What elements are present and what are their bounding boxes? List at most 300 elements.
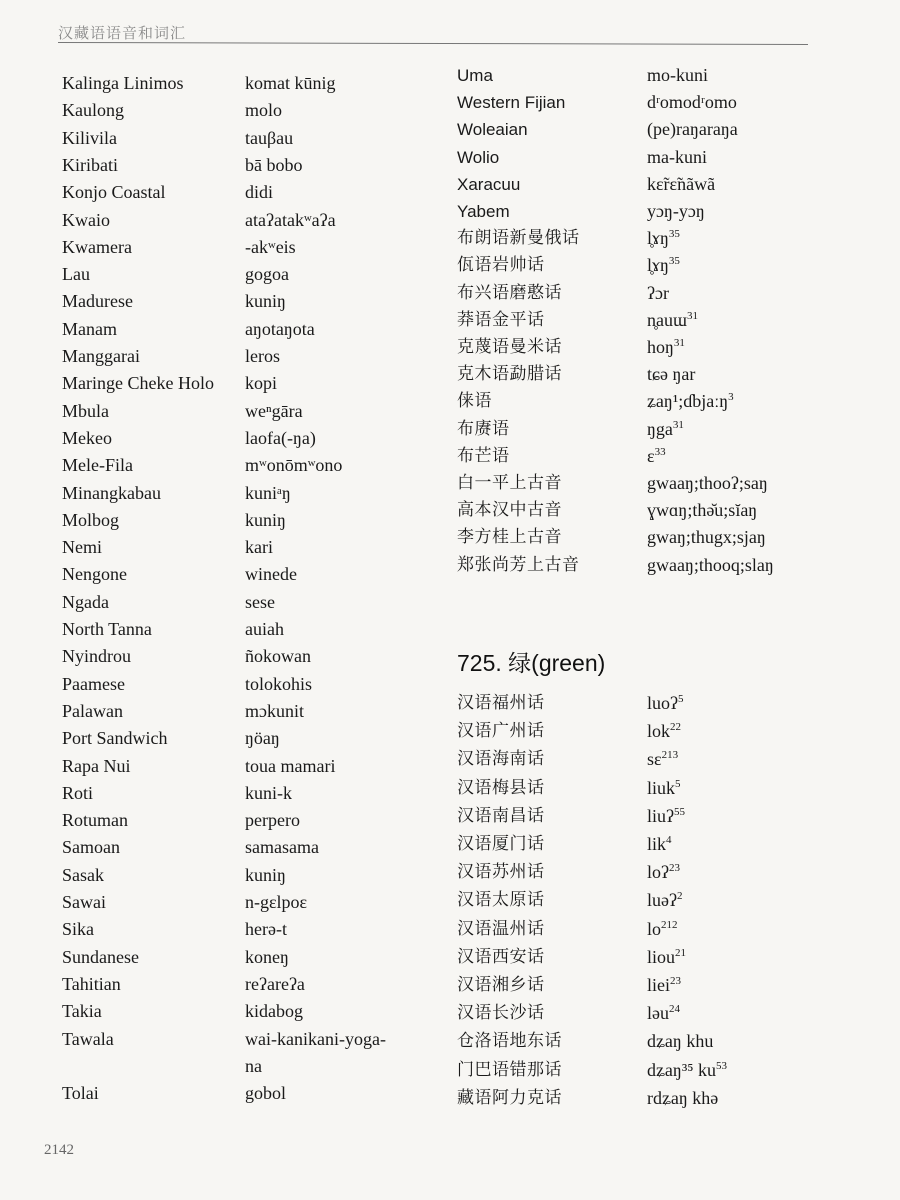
form-text: tolokohis bbox=[245, 673, 313, 694]
word-form bbox=[245, 561, 297, 588]
entry-row bbox=[62, 316, 442, 343]
form-text: gwaŋ;thugx;sjaŋ bbox=[647, 527, 766, 548]
form-text: wai-kanikani-yoga- bbox=[245, 1028, 386, 1049]
language-name: 汉语厦门话 bbox=[457, 834, 545, 854]
language-name: Port Sandwich bbox=[62, 728, 168, 749]
language-name: 布朗语新曼俄话 bbox=[457, 228, 580, 249]
language-name: Yabem bbox=[457, 202, 510, 221]
word-form bbox=[245, 889, 307, 916]
word-form bbox=[245, 534, 273, 561]
form-text: ñokowan bbox=[245, 646, 311, 667]
word-form bbox=[647, 775, 681, 802]
language-name: Takia bbox=[62, 1001, 102, 1022]
form-text: tauβau bbox=[245, 127, 294, 148]
language-name: Molbog bbox=[62, 509, 120, 530]
form-text: ma-kuni bbox=[647, 146, 707, 167]
tone-mark: 22 bbox=[670, 721, 682, 734]
form-text: didi bbox=[245, 182, 274, 203]
form-text: liuʔ bbox=[647, 805, 674, 826]
entry-row bbox=[457, 859, 857, 886]
entry-row bbox=[457, 1028, 857, 1055]
word-form bbox=[647, 388, 734, 415]
word-form bbox=[647, 552, 774, 579]
entry-row bbox=[457, 718, 857, 745]
language-name: 布赓语 bbox=[457, 418, 510, 439]
form-text: dʑaŋ³⁵ ku bbox=[647, 1059, 716, 1080]
entry-row bbox=[457, 775, 857, 802]
entry-row bbox=[62, 944, 442, 971]
entry-row bbox=[62, 234, 442, 261]
word-form bbox=[647, 916, 678, 943]
form-text: -akʷeis bbox=[245, 236, 296, 257]
form-text: kuniŋ bbox=[245, 864, 286, 885]
form-text: weⁿgāra bbox=[245, 400, 303, 421]
word-form bbox=[245, 780, 292, 807]
entry-row bbox=[62, 261, 442, 288]
form-text: kuni-k bbox=[245, 782, 292, 803]
word-form bbox=[245, 1053, 262, 1080]
word-form bbox=[647, 887, 682, 914]
entry-row bbox=[62, 834, 442, 861]
form-text: leros bbox=[245, 346, 280, 366]
form-text: mo-kuni bbox=[647, 65, 708, 85]
language-name: 汉语湘乡话 bbox=[457, 975, 545, 995]
word-form bbox=[647, 307, 698, 334]
entry-row bbox=[457, 803, 857, 830]
form-text: winede bbox=[245, 564, 297, 585]
word-form bbox=[245, 589, 275, 616]
language-name: 汉语梅县话 bbox=[457, 777, 545, 798]
entry-row bbox=[457, 280, 857, 307]
entry-row bbox=[457, 198, 857, 225]
entry-row bbox=[457, 388, 857, 415]
language-name: Maringe Cheke Holo bbox=[62, 373, 214, 394]
language-name: 白一平上古音 bbox=[457, 473, 562, 493]
form-text: kuniŋ bbox=[245, 509, 286, 530]
entry-row bbox=[62, 889, 442, 916]
entry-row bbox=[62, 862, 442, 889]
form-text: lok bbox=[647, 721, 671, 742]
word-form bbox=[245, 1080, 286, 1107]
language-name: 汉语长沙话 bbox=[457, 1003, 545, 1024]
word-form bbox=[647, 252, 680, 279]
entry-row bbox=[62, 288, 442, 315]
word-form bbox=[647, 524, 766, 551]
form-text: mʷonōmʷono bbox=[245, 455, 343, 476]
entry-row bbox=[457, 831, 857, 858]
word-form bbox=[647, 62, 708, 89]
entry-row bbox=[62, 507, 442, 534]
word-form bbox=[647, 746, 678, 773]
word-form bbox=[245, 97, 282, 124]
entry-row bbox=[62, 370, 442, 397]
form-text: molo bbox=[245, 100, 283, 121]
language-name: 俫语 bbox=[457, 391, 492, 412]
form-text: l̥ɤŋ bbox=[647, 228, 669, 249]
word-form bbox=[647, 198, 705, 225]
form-text: liou bbox=[647, 946, 676, 967]
form-text: n-gɛlpoɛ bbox=[245, 892, 308, 912]
entry-row bbox=[62, 1053, 442, 1080]
language-name: 藏语阿力克话 bbox=[457, 1087, 562, 1108]
entry-row bbox=[62, 561, 442, 588]
word-form bbox=[647, 497, 757, 524]
form-text: luəʔ bbox=[647, 890, 677, 911]
entry-row bbox=[62, 70, 442, 97]
word-form bbox=[245, 698, 304, 725]
word-form bbox=[245, 725, 280, 752]
entry-row bbox=[457, 746, 857, 773]
language-name: Sawai bbox=[62, 892, 106, 912]
form-text: bā bobo bbox=[245, 154, 303, 175]
word-form bbox=[245, 261, 289, 288]
form-text: rdʑaŋ khə bbox=[647, 1087, 719, 1108]
form-text: gwaaŋ;thooʔ;saŋ bbox=[647, 473, 768, 493]
language-name: Kilivila bbox=[62, 127, 117, 148]
language-name: Uma bbox=[457, 66, 493, 85]
word-form bbox=[245, 807, 300, 834]
form-text: sese bbox=[245, 591, 275, 612]
language-name: Wolio bbox=[457, 147, 500, 167]
language-name: 郑张尚芳上古音 bbox=[457, 554, 580, 575]
word-form bbox=[647, 116, 738, 143]
language-name: Mele-Fila bbox=[62, 455, 133, 476]
tone-mark: 35 bbox=[668, 255, 680, 268]
entry-row bbox=[457, 524, 857, 551]
entry-row bbox=[457, 252, 857, 279]
form-text: kuniᵃŋ bbox=[245, 482, 291, 503]
tone-mark: 2 bbox=[676, 890, 683, 903]
language-name: 克木语勐腊话 bbox=[457, 364, 562, 385]
word-form bbox=[647, 416, 684, 443]
form-text: l̥ɤŋ bbox=[647, 255, 669, 276]
language-name: Nyindrou bbox=[62, 646, 131, 667]
form-text: dʳomodʳomo bbox=[647, 92, 737, 113]
word-form bbox=[647, 831, 672, 858]
word-form bbox=[647, 443, 666, 470]
tone-mark: 4 bbox=[666, 834, 672, 846]
language-name: Tolai bbox=[62, 1083, 99, 1104]
form-text: herə-t bbox=[245, 919, 287, 940]
form-text: kari bbox=[245, 537, 273, 558]
entry-row bbox=[62, 1026, 442, 1053]
tone-mark: 23 bbox=[670, 975, 681, 987]
entry-row bbox=[457, 1085, 857, 1112]
language-name: Ngada bbox=[62, 591, 109, 612]
word-form bbox=[245, 370, 277, 397]
entry-row bbox=[62, 343, 442, 370]
entry-row bbox=[62, 179, 442, 206]
form-text: ɣwɑŋ;thə̆u;sĭaŋ bbox=[647, 500, 758, 521]
language-name: Mbula bbox=[62, 400, 109, 421]
entry-row bbox=[62, 998, 442, 1025]
language-name: Kaulong bbox=[62, 100, 124, 121]
form-text: auiah bbox=[245, 619, 284, 639]
language-name: Woleaian bbox=[457, 120, 528, 140]
language-name: 莽语金平话 bbox=[457, 309, 545, 330]
form-text: lo bbox=[647, 918, 662, 939]
entry-row bbox=[457, 307, 857, 334]
tone-mark: 212 bbox=[661, 918, 678, 931]
form-text: yɔŋ-yɔŋ bbox=[647, 201, 705, 221]
entry-row bbox=[62, 480, 442, 507]
form-text: perpero bbox=[245, 810, 300, 831]
page-number: 2142 bbox=[44, 1142, 74, 1158]
tone-mark: 31 bbox=[687, 309, 698, 322]
entry-row bbox=[457, 144, 857, 171]
form-text: koneŋ bbox=[245, 946, 289, 967]
form-text: ləu bbox=[647, 1003, 669, 1024]
word-form bbox=[647, 1028, 713, 1055]
entry-row bbox=[62, 1080, 442, 1107]
word-form bbox=[647, 334, 685, 361]
entry-row bbox=[62, 152, 442, 179]
form-text: mɔkunit bbox=[245, 700, 304, 721]
language-name: Roti bbox=[62, 782, 94, 803]
entry-row bbox=[457, 1000, 857, 1027]
language-name: 汉语西安话 bbox=[457, 946, 545, 967]
word-form bbox=[245, 998, 303, 1025]
entry-row bbox=[457, 690, 857, 717]
entry-row bbox=[62, 398, 442, 425]
language-name: 高本汉中古音 bbox=[457, 500, 562, 521]
word-form bbox=[245, 971, 305, 998]
word-form bbox=[647, 1085, 718, 1112]
form-text: samasama bbox=[245, 837, 319, 858]
word-form bbox=[647, 1057, 727, 1084]
form-text: laofa(-ŋa) bbox=[245, 427, 316, 448]
header-rule bbox=[58, 42, 808, 45]
language-name: Paamese bbox=[62, 673, 125, 694]
section-heading-725: 725. 绿(green) bbox=[457, 650, 606, 676]
language-name: Kwaio bbox=[62, 209, 110, 230]
form-text: loʔ bbox=[647, 862, 669, 883]
language-name: Sika bbox=[62, 919, 95, 940]
entry-row bbox=[62, 671, 442, 698]
word-form bbox=[245, 125, 293, 152]
language-name: 汉语广州话 bbox=[457, 721, 545, 742]
tone-mark: 31 bbox=[672, 418, 684, 431]
word-form bbox=[245, 616, 284, 643]
word-form bbox=[647, 972, 681, 999]
language-name: Tawala bbox=[62, 1028, 114, 1049]
tone-mark: 5 bbox=[678, 693, 684, 705]
form-text: n̥auɯ bbox=[647, 309, 687, 330]
tone-mark: 35 bbox=[668, 228, 680, 241]
form-text: kidabog bbox=[245, 1001, 303, 1022]
word-form bbox=[245, 288, 286, 315]
word-form bbox=[245, 944, 289, 971]
entry-row bbox=[457, 62, 857, 89]
word-form bbox=[245, 643, 311, 670]
language-name: 汉语福州话 bbox=[457, 693, 545, 713]
word-form bbox=[245, 671, 312, 698]
entry-row bbox=[457, 497, 857, 524]
entry-row bbox=[62, 616, 442, 643]
entry-row bbox=[457, 443, 857, 470]
word-form bbox=[245, 862, 286, 889]
tone-mark: 23 bbox=[669, 862, 680, 875]
form-text: ʔɔr bbox=[647, 282, 669, 303]
tone-mark: 31 bbox=[673, 337, 685, 349]
form-text: ŋga bbox=[647, 418, 673, 439]
entry-row bbox=[457, 552, 857, 579]
word-form bbox=[245, 179, 273, 206]
word-form bbox=[245, 234, 296, 261]
entry-row bbox=[457, 470, 857, 497]
word-form bbox=[647, 944, 686, 971]
tone-mark: 5 bbox=[675, 777, 681, 790]
entry-row bbox=[62, 698, 442, 725]
running-head: 汉藏语语音和词汇 bbox=[58, 26, 187, 42]
language-name: Manam bbox=[62, 318, 117, 339]
word-form bbox=[647, 718, 681, 745]
language-name: 仓洛语地东话 bbox=[457, 1031, 562, 1052]
language-name: 汉语苏州话 bbox=[457, 862, 545, 883]
tone-mark: 3 bbox=[728, 391, 734, 404]
language-name: Madurese bbox=[62, 291, 133, 312]
word-form bbox=[245, 70, 336, 97]
tone-mark: 55 bbox=[674, 805, 685, 818]
word-form bbox=[245, 398, 303, 425]
word-form bbox=[245, 1026, 386, 1053]
language-name: Rapa Nui bbox=[62, 755, 131, 776]
word-form bbox=[245, 480, 291, 507]
form-text: gobol bbox=[245, 1083, 287, 1104]
language-name: 汉语海南话 bbox=[457, 749, 545, 770]
entry-row bbox=[457, 1057, 857, 1084]
language-name: Lau bbox=[62, 264, 90, 285]
entry-row bbox=[457, 171, 857, 198]
form-text: ataʔatakʷaʔa bbox=[245, 209, 336, 230]
word-form bbox=[245, 916, 287, 943]
entry-row bbox=[457, 944, 857, 971]
language-name: Sasak bbox=[62, 864, 104, 885]
form-text: ŋöaŋ bbox=[245, 728, 280, 749]
entry-row bbox=[62, 971, 442, 998]
tone-mark: 21 bbox=[675, 946, 687, 959]
word-form bbox=[647, 470, 768, 497]
entry-row bbox=[62, 534, 442, 561]
language-name: 汉语南昌话 bbox=[457, 805, 545, 826]
language-name: 汉语太原话 bbox=[457, 890, 545, 911]
form-text: luoʔ bbox=[647, 693, 678, 713]
language-name: Kiribati bbox=[62, 154, 118, 175]
form-text: ʑaŋ¹;ɗbjaːŋ bbox=[647, 391, 729, 412]
word-form bbox=[647, 89, 737, 116]
entry-row bbox=[62, 589, 442, 616]
language-name: Rotuman bbox=[62, 810, 128, 831]
form-text: kuniŋ bbox=[245, 291, 286, 312]
form-text: hoŋ bbox=[647, 337, 674, 357]
language-name: Nengone bbox=[62, 564, 127, 585]
tone-mark: 53 bbox=[716, 1059, 727, 1072]
form-text: kopi bbox=[245, 373, 278, 394]
language-name: Kwamera bbox=[62, 236, 132, 257]
word-form bbox=[647, 859, 680, 886]
entry-row bbox=[62, 125, 442, 152]
word-form bbox=[245, 316, 315, 343]
form-text: liei bbox=[647, 975, 670, 995]
entry-row bbox=[457, 887, 857, 914]
entry-row bbox=[457, 416, 857, 443]
word-form bbox=[245, 152, 303, 179]
word-form bbox=[647, 803, 685, 830]
entry-row bbox=[457, 225, 857, 252]
word-form bbox=[245, 207, 336, 234]
form-text: ɛ bbox=[647, 445, 655, 466]
form-text: liuk bbox=[647, 777, 676, 798]
language-name: 李方桂上古音 bbox=[457, 527, 562, 548]
tone-mark: 24 bbox=[669, 1003, 680, 1016]
language-name: 汉语温州话 bbox=[457, 918, 545, 939]
language-name: Mekeo bbox=[62, 427, 112, 448]
word-form bbox=[647, 171, 715, 198]
entry-row bbox=[457, 916, 857, 943]
word-form bbox=[245, 343, 280, 370]
word-form bbox=[245, 834, 319, 861]
entry-row bbox=[457, 89, 857, 116]
language-name: Nemi bbox=[62, 537, 102, 558]
form-text: kɛ̃rɛ̃nãwã bbox=[647, 173, 716, 194]
form-text: komat kūnig bbox=[245, 73, 336, 93]
language-name: Tahitian bbox=[62, 973, 121, 994]
entry-row bbox=[457, 972, 857, 999]
word-form bbox=[245, 507, 286, 534]
tone-mark: 33 bbox=[654, 445, 666, 458]
entry-row bbox=[62, 207, 442, 234]
language-name: Western Fijian bbox=[457, 93, 566, 113]
form-text: tɕə ŋar bbox=[647, 364, 696, 385]
entry-row bbox=[62, 425, 442, 452]
language-name: North Tanna bbox=[62, 619, 152, 639]
entry-row bbox=[62, 916, 442, 943]
language-name: Samoan bbox=[62, 837, 120, 858]
language-name: Minangkabau bbox=[62, 482, 161, 503]
word-form bbox=[245, 425, 316, 452]
entry-row bbox=[62, 753, 442, 780]
tone-mark: 213 bbox=[661, 749, 679, 762]
entry-row bbox=[62, 807, 442, 834]
word-form bbox=[245, 753, 335, 780]
entry-row bbox=[457, 361, 857, 388]
word-form bbox=[647, 361, 695, 388]
language-name: 布芒语 bbox=[457, 445, 510, 466]
language-name: 克蔑语曼米话 bbox=[457, 337, 562, 357]
word-form bbox=[647, 225, 680, 252]
entry-row bbox=[62, 452, 442, 479]
word-form bbox=[647, 144, 707, 171]
form-text: toua mamari bbox=[245, 755, 336, 776]
language-name: Kalinga Linimos bbox=[62, 73, 184, 93]
entry-row bbox=[62, 97, 442, 124]
entry-row bbox=[457, 334, 857, 361]
language-name: Palawan bbox=[62, 700, 123, 721]
form-text: aŋotaŋota bbox=[245, 318, 315, 339]
entry-row bbox=[62, 725, 442, 752]
entry-row bbox=[457, 116, 857, 143]
language-name: Xaracuu bbox=[457, 174, 521, 194]
word-form bbox=[647, 690, 684, 717]
form-text: (pe)raŋaraŋa bbox=[647, 119, 738, 140]
form-text: sɛ bbox=[647, 749, 662, 770]
entry-row bbox=[62, 780, 442, 807]
language-name: Manggarai bbox=[62, 346, 140, 366]
form-text: reʔareʔa bbox=[245, 973, 305, 994]
language-name: Konjo Coastal bbox=[62, 182, 166, 203]
language-name: 布兴语磨憨话 bbox=[457, 282, 562, 303]
word-form bbox=[647, 280, 669, 307]
